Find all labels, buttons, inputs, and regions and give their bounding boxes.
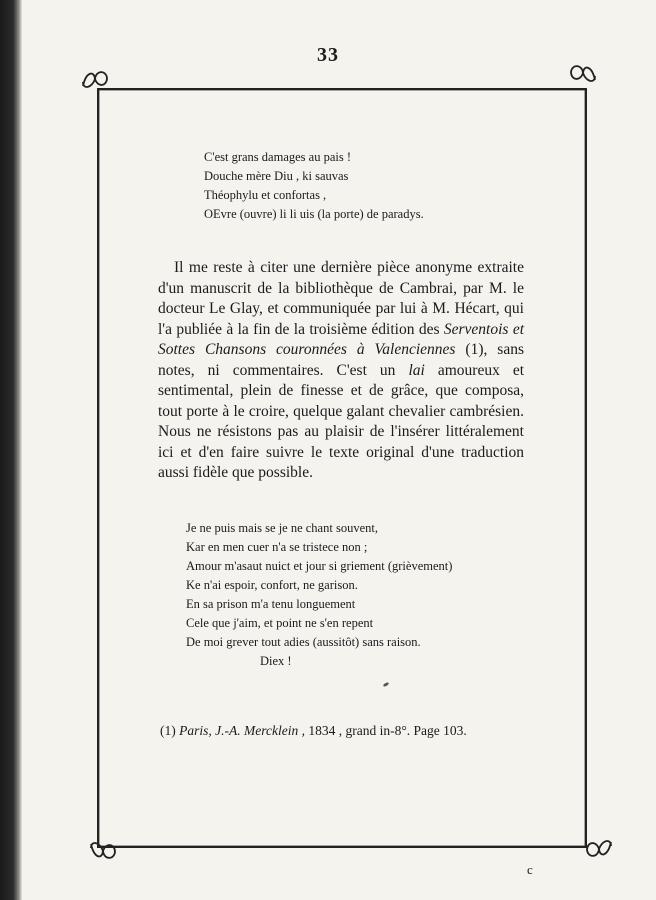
verse-refrain: Diex !	[260, 654, 292, 668]
verse-excerpt-2	[186, 519, 452, 671]
flourish-icon	[88, 838, 118, 864]
flourish-icon	[584, 836, 614, 862]
signature-mark: c	[527, 862, 533, 877]
footnote-publisher: Paris, J.-A. Mercklein ,	[179, 723, 305, 738]
lai-italic: lai	[408, 361, 425, 379]
verse-line: Douche mère Diu , ki sauvas	[204, 169, 349, 183]
footnote-marker: (1)	[160, 723, 176, 738]
verse-line: Ke n'ai espoir, confort, ne garison.	[186, 578, 358, 592]
verse-line: Kar en men cuer n'a se tristece non ;	[186, 540, 368, 554]
prose-paragraph	[158, 258, 524, 484]
prose-text: Il me reste à citer une dernière pièce anonyme extraite d'un manuscrit de la bibliothèque de Cambrai, par M. le docteur Le Glay, et communiquée par lui à M. Hécart, qui l'a publiée à la fin de la troisième édition des	[158, 259, 524, 338]
flourish-icon	[80, 66, 110, 92]
verse-line: Amour m'asaut nuict et jour si griement (grièvement)	[186, 559, 453, 573]
book-title-italic: Serventois et Sottes Chansons couronnées à Valenciennes	[158, 320, 525, 358]
book-spine-shadow	[0, 0, 22, 900]
flourish-icon	[568, 60, 598, 86]
verse-excerpt-1	[204, 148, 424, 224]
verse-line: C'est grans damages au pais !	[204, 150, 352, 164]
verse-line: Je ne puis mais se je ne chant souvent,	[186, 521, 378, 535]
verse-line: Théophylu et confortas ,	[204, 188, 327, 202]
verse-line: Cele que j'aim, et point ne s'en repent	[186, 616, 374, 630]
page-number: 33	[317, 44, 339, 66]
verse-line: OEvre (ouvre) li li uis (la porte) de paradys.	[204, 207, 424, 221]
verse-line: En sa prison m'a tenu longuement	[186, 597, 356, 611]
prose-text: (1), sans notes, ni commentaires. C'est un	[158, 341, 524, 379]
prose-text: amoureux et sentimental, plein de finesse et de grâce, que composa, tout porte à le croire, quelque galant chevalier cambrésien. Nous ne résistons pas au plaisir de l'insérer littéralement ici et d'en faire suivre le texte original d'une traduction aussi fidèle que possible.	[158, 361, 525, 481]
verse-line: De moi grever tout adies (aussitôt) sans raison.	[186, 635, 421, 649]
footnote	[160, 723, 467, 739]
footnote-details: 1834 , grand in-8°. Page 103.	[308, 723, 467, 738]
